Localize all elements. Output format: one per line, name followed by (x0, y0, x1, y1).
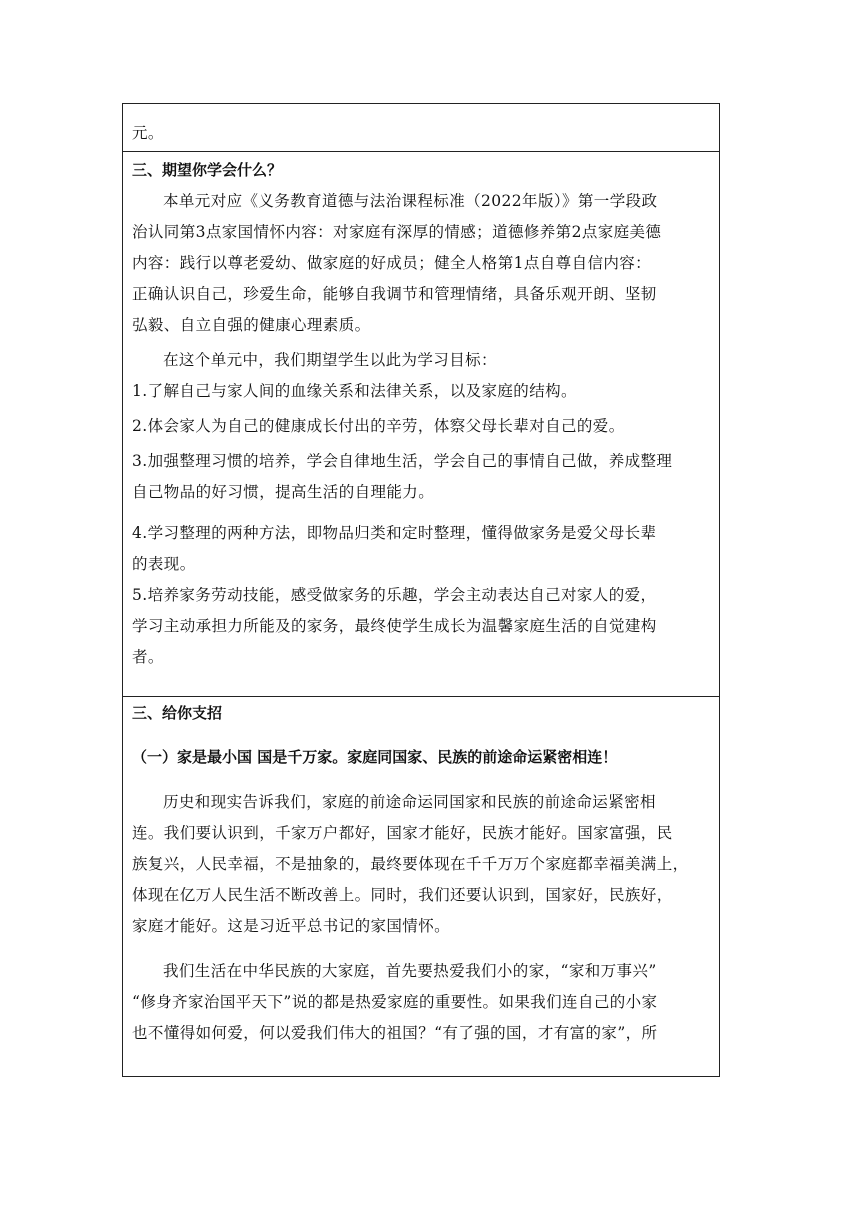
paragraph-line: 体现在亿万人民生活不断改善上。同时，我们还要认识到，国家好，民族好， (132, 886, 673, 904)
table-row-continuation (123, 104, 719, 152)
goal-line: 3.加强整理习惯的培养，学会自律地生活，学会自己的事情自己做，养成整理 (132, 452, 673, 470)
goal-line: 者。 (132, 648, 164, 666)
section-heading-learn: 三、期望你学会什么？ (132, 161, 283, 179)
goal-item (132, 518, 710, 580)
subheading: （一）家是最小国 国是千万家。家庭同国家、民族的前途命运紧密相连！ (132, 748, 618, 766)
intro-line: 内容：践行以尊老爱幼、做家庭的好成员；健全人格第1点自尊自信内容： (132, 254, 652, 272)
goal-line: 5.培养家务劳动技能，感受做家务的乐趣，学会主动表达自己对家人的爱， (132, 586, 657, 604)
goal-line: 自己物品的好习惯，提高生活的自理能力。 (132, 483, 435, 501)
intro-line: 正确认识自己，珍爱生命，能够自我调节和管理情绪，具备乐观开朗、坚韧 (132, 285, 657, 303)
table-row-tips (123, 697, 719, 1076)
goal-line: 的表现。 (132, 555, 196, 573)
paragraph-line: 历史和现实告诉我们，家庭的前途命运同国家和民族的前途命运紧密相 (163, 793, 656, 811)
intro-line: 弘毅、自立自强的健康心理素质。 (132, 316, 371, 334)
goal-line: 学习主动承担力所能及的家务，最终使学生成长为温馨家庭生活的自觉建构 (132, 617, 657, 635)
table-row-learning-goals (123, 154, 719, 697)
continuation-text: 元。 (132, 124, 164, 142)
tips-paragraph-1 (132, 787, 710, 942)
goal-line: 4.学习整理的两种方法，即物品归类和定时整理，懂得做家务是爱父母长辈 (132, 524, 657, 542)
section-heading-tips: 三、给你支招 (132, 704, 223, 722)
paragraph-line: 我们生活在中华民族的大家庭，首先要热爱我们小的家，“家和万事兴” (163, 962, 657, 980)
content-table (122, 103, 720, 1077)
tips-paragraph-2 (132, 956, 710, 1049)
goal-item (132, 411, 710, 442)
intro-line: 治认同第3点家国情怀内容：对家庭有深厚的情感；道德修养第2点家庭美德 (132, 223, 662, 241)
intro-paragraph (132, 186, 710, 341)
goal-item (132, 580, 710, 673)
paragraph-line: 连。我们要认识到，千家万户都好，国家才能好，民族才能好。国家富强，民 (132, 824, 673, 842)
goal-item (132, 376, 710, 407)
goal-line: 1.了解自己与家人间的血缘关系和法律关系，以及家庭的结构。 (132, 382, 577, 400)
goal-item (132, 446, 710, 508)
goal-line: 2.体会家人为自己的健康成长付出的辛劳，体察父母长辈对自己的爱。 (132, 417, 625, 435)
intro-line: 本单元对应《义务教育道德与法治课程标准（2022年版）》第一学段政 (163, 192, 658, 210)
paragraph-line: 家庭才能好。这是习近平总书记的家国情怀。 (132, 917, 451, 935)
paragraph-line: 也不懂得如何爱，何以爱我们伟大的祖国？“有了强的国，才有富的家”，所 (132, 1024, 658, 1042)
paragraph-line: “修身齐家治国平天下”说的都是热爱家庭的重要性。如果我们连自己的小家 (132, 993, 658, 1011)
goal-intro: 在这个单元中，我们期望学生以此为学习目标： (163, 351, 497, 369)
paragraph-line: 族复兴，人民幸福，不是抽象的，最终要体现在千千万万个家庭都幸福美满上， (132, 855, 689, 873)
